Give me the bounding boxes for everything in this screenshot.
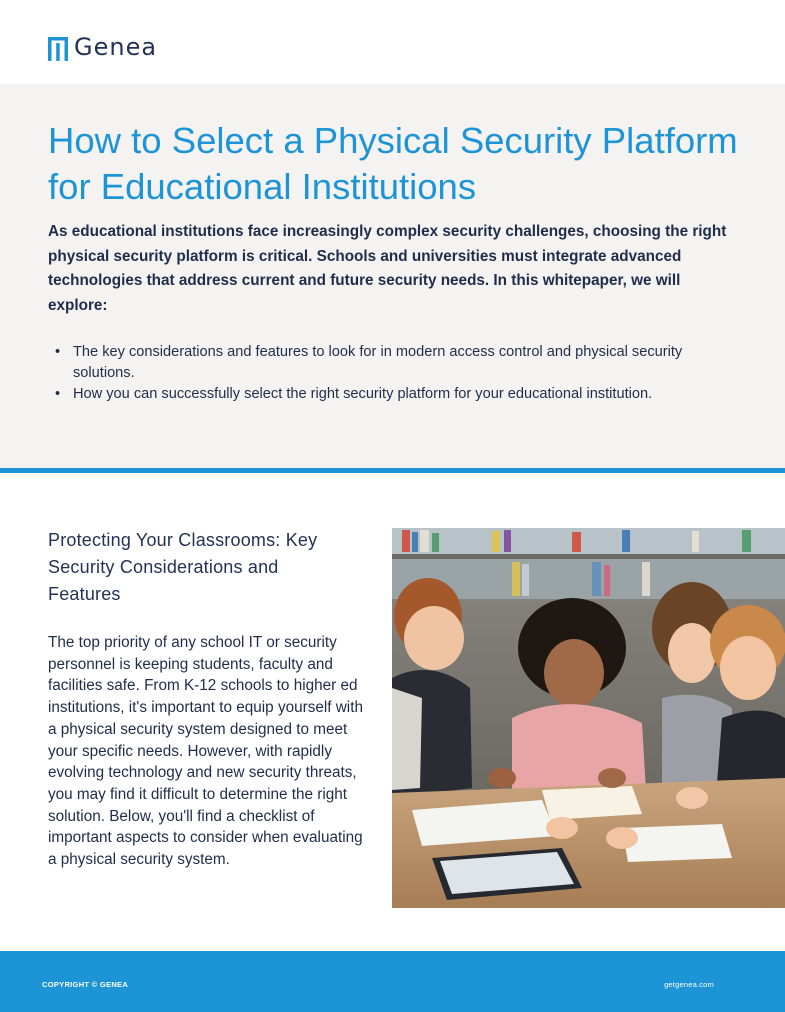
list-item: • The key considerations and features to look for in modern access control and physical security solutions. bbox=[52, 342, 732, 384]
classroom-image bbox=[392, 528, 785, 908]
hero-section bbox=[0, 84, 785, 469]
footer-website-link[interactable]: getgenea.com bbox=[664, 980, 714, 989]
page-header bbox=[0, 0, 785, 84]
hero-bullet-list bbox=[52, 342, 732, 405]
genea-wordmark-graphic bbox=[74, 35, 184, 59]
list-item: • How you can successfully select the right security platform for your educational institution. bbox=[52, 384, 732, 405]
students-photo bbox=[392, 528, 785, 908]
footer-copyright: COPYRIGHT © GENEA bbox=[42, 980, 129, 989]
brand-wordmark bbox=[74, 35, 184, 63]
svg-text:Genea: Genea bbox=[74, 35, 158, 59]
page-title: How to Select a Physical Security Platform for Educational Institutions bbox=[48, 120, 738, 207]
section-heading: Protecting Your Classrooms: Key Security Considerations and Features bbox=[48, 530, 318, 604]
section-divider bbox=[0, 468, 785, 473]
brand-logo[interactable] bbox=[48, 35, 184, 63]
section-body: The top priority of any school IT or security personnel is keeping students, faculty and facilities safe. From K-12 schools to higher ed institutions, it's important to equip yourself with a physical security system designed to meet your specific needs. However, with rapidly evolving technology and new security threats, you may find it difficult to determine the right solution. Below, you'll find a checklist of important aspects to consider when evaluating a physical security system. bbox=[48, 634, 363, 869]
hero-intro: As educational institutions face increasingly complex security challenges, choosing the right physical security platform is critical. Schools and universities must integrate advanced technologies that address current and future security needs. In this whitepaper, we will explore: bbox=[48, 223, 727, 314]
genea-logo-icon bbox=[48, 37, 68, 61]
page-footer bbox=[0, 951, 785, 1012]
